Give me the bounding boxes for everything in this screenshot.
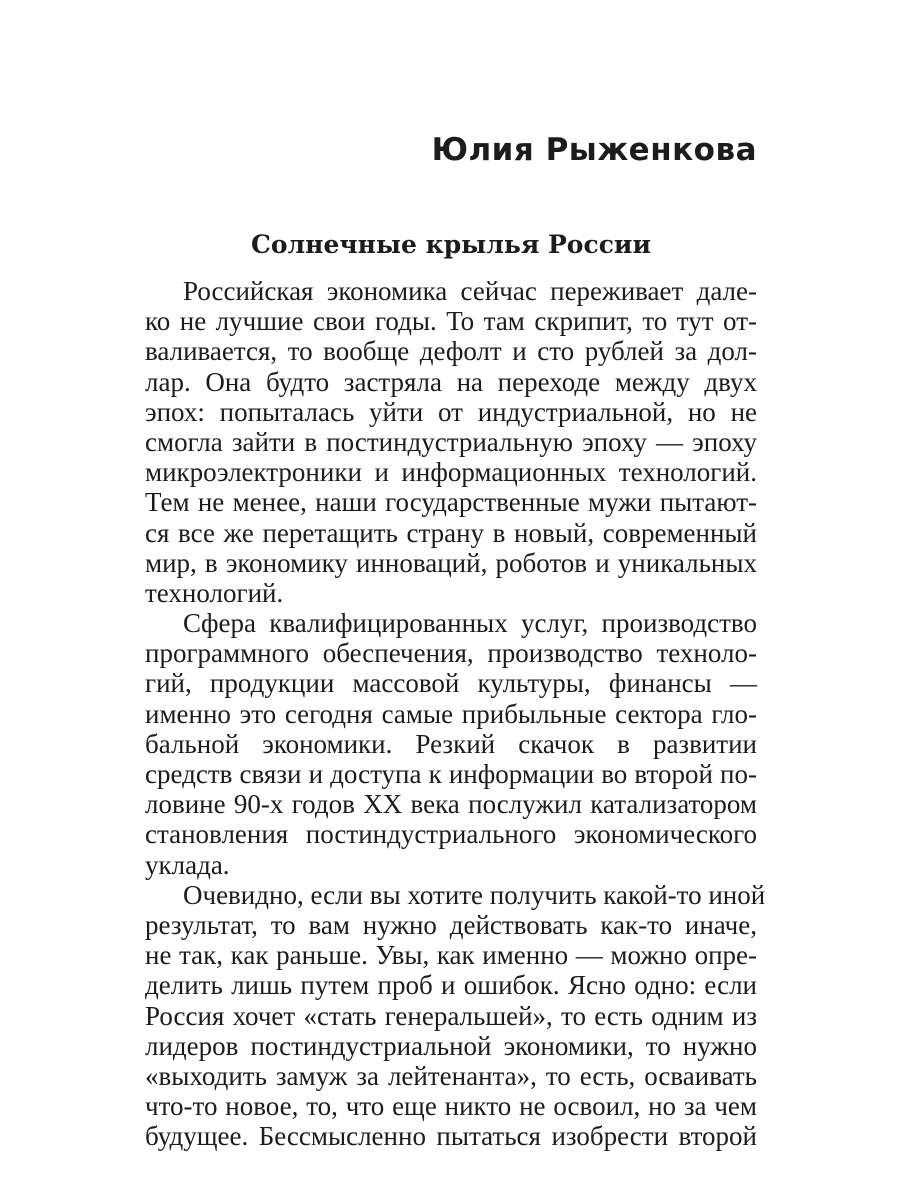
text-line: программного обеспечения, производство техноло- (145, 638, 757, 669)
text-line: не так, как раньше. Увы, как именно — можно опре- (145, 940, 757, 971)
text-line: лар. Она будто застряла на переходе между двух (145, 366, 757, 397)
text-line: будущее. Бессмысленно пытаться изобрести второй (145, 1121, 757, 1152)
text-line: делить лишь путем проб и ошибок. Ясно одно: если (145, 970, 757, 1001)
text-line: гий, продукции массовой культуры, финансы — (145, 668, 757, 699)
text-line: Очевидно, если вы хотите получить какой-то иной (183, 879, 766, 910)
text-line: ко не лучшие свои годы. То там скрипит, то тут от- (145, 306, 757, 337)
paragraph (145, 879, 766, 1152)
text-line: Российская экономика сейчас переживает дале- (183, 276, 757, 306)
text-line: валивается, то вообще дефолт и сто рублей за дол- (145, 336, 757, 367)
text-line: средств связи и доступа к информации во второй по- (145, 759, 757, 789)
text-line: именно это сегодня самые прибыльные сектора гло- (145, 698, 757, 729)
text-line: результат, то вам нужно действовать как-то иначе, (145, 909, 757, 940)
chapter-title: Солнечные крылья России (250, 230, 652, 259)
author-name: Юлия Рыженкова (431, 132, 757, 168)
text-line: смогла зайти в постиндустриальную эпоху — эпоху (145, 426, 757, 457)
text-line: микроэлектроники и информационных технологий. (145, 457, 757, 488)
text-line: уклада. (145, 849, 230, 880)
text-line: технологий. (145, 577, 284, 608)
text-line: ся все же перетащить страну в новый, современный (145, 517, 757, 548)
text-line: эпох: попыталась уйти от индустриальной, но не (145, 396, 757, 427)
text-line: Сфера квалифицированных услуг, производство (183, 608, 757, 639)
text-line: мир, в экономику инноваций, роботов и уникальных (145, 547, 757, 578)
paragraph (145, 608, 757, 880)
text-line: что-то новое, то, что еще никто не освоил, но за чем (145, 1091, 757, 1122)
text-line: становления постиндустриального экономического (145, 819, 757, 850)
text-line: лидеров постиндустриальной экономики, то нужно (145, 1030, 757, 1061)
text-line: Тем не менее, наши государственные мужи пытают- (145, 487, 757, 518)
text-line: ловине 90-х годов XX века послужил катализатором (145, 789, 757, 820)
body-text (145, 276, 766, 1152)
text-line: «выходить замуж за лейтенанта», то есть, осваивать (145, 1060, 757, 1091)
paragraph (145, 276, 757, 608)
text-line: Россия хочет «стать генеральшей», то есть одним из (145, 1000, 757, 1031)
text-line: бальной экономики. Резкий скачок в развитии (145, 728, 757, 759)
